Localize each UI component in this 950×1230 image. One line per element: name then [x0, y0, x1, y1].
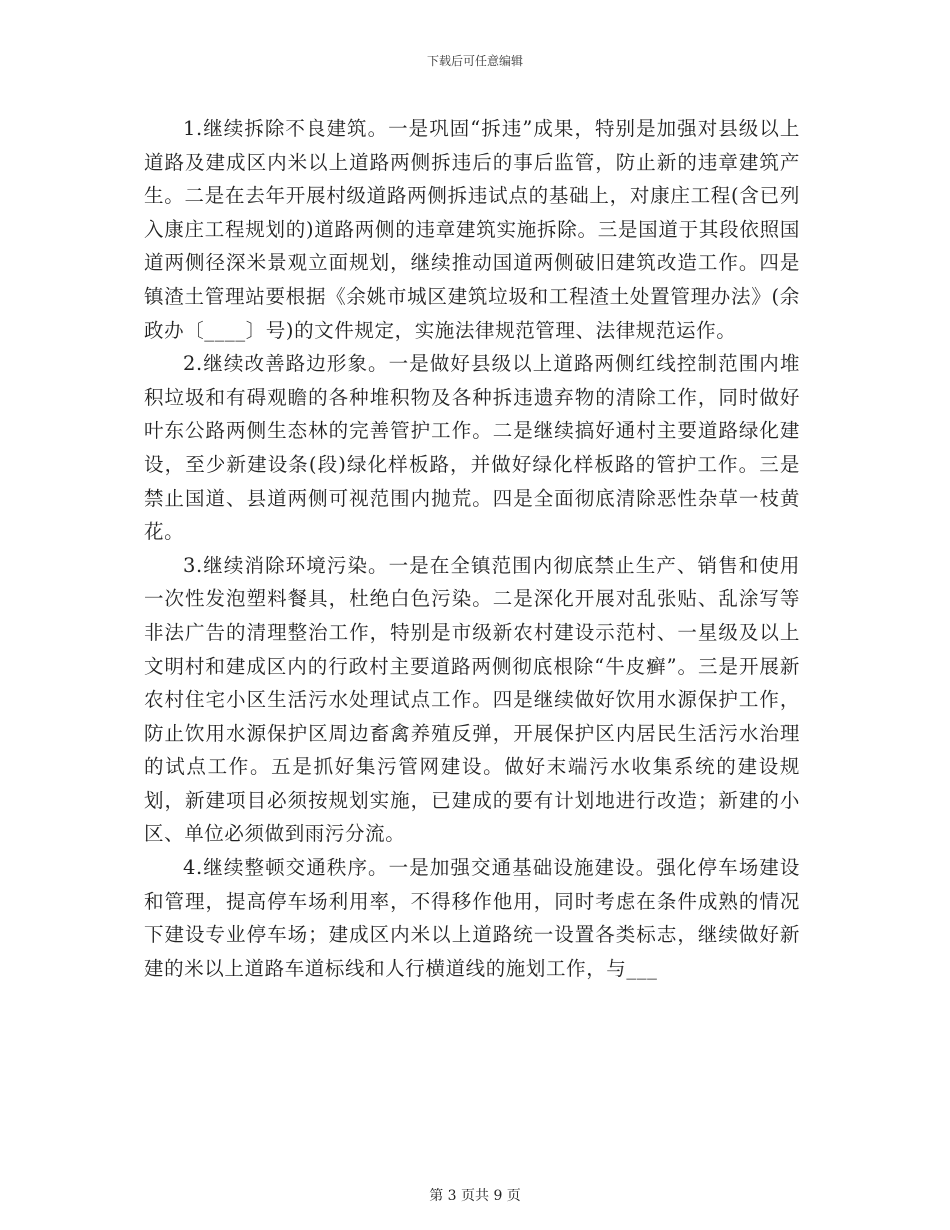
paragraph-3: 3.继续消除环境污染。一是在全镇范围内彻底禁止生产、销售和使用一次性发泡塑料餐具，杜绝白色污染。二是深化开展对乱张贴、乱涂写等非法广告的清理整治工作，特别是市级新农村建设示范村、一星级及以上文明村和建成区内的行政村主要道路两侧彻底根除“牛皮癣”。三是开展新农村住宅小区生活污水处理试点工作。四是继续做好饮用水源保护工作，防止饮用水源保护区周边畜禽养殖反弹，开展保护区内居民生活污水治理的试点工作。五是抓好集污管网建设。做好末端污水收集系统的建设规划，新建项目必须按规划实施，已建成的要有计划地进行改造；新建的小区、单位必须做到雨污分流。 — [144, 553, 800, 846]
page-footer: 第 3 页共 9 页 — [429, 1188, 521, 1204]
page-header: 下载后可任意编辑 — [426, 54, 523, 68]
document-body — [144, 112, 800, 985]
paragraph-4: 4.继续整顿交通秩序。一是加强交通基础设施建设。强化停车场建设和管理，提高停车场利用率，不得移作他用，同时考虑在条件成熟的情况下建设专业停车场；建成区内米以上道路统一设置各类标志，继续做好新建的米以上道路车道标线和人行横道线的施划工作，与___ — [144, 856, 800, 980]
paragraph-2: 2.继续改善路边形象。一是做好县级以上道路两侧红线控制范围内堆积垃圾和有碍观瞻的各种堆积物及各种拆违遗弃物的清除工作，同时做好叶东公路两侧生态林的完善管护工作。二是继续搞好通村主要道路绿化建设，至少新建设条(段)绿化样板路，并做好绿化样板路的管护工作。三是禁止国道、县道两侧可视范围内抛荒。四是全面彻底清除恶性杂草一枝黄花。 — [144, 352, 800, 544]
paragraph-1: 1.继续拆除不良建筑。一是巩固“拆违”成果，特别是加强对县级以上道路及建成区内米以上道路两侧拆违后的事后监管，防止新的违章建筑产生。二是在去年开展村级道路两侧拆违试点的基础上，对康庄工程(含已列入康庄工程规划的)道路两侧的违章建筑实施拆除。三是国道于其段依照国道两侧径深米景观立面规划，继续推动国道两侧破旧建筑改造工作。四是镇渣土管理站要根据《余姚市城区建筑垃圾和工程渣土处置管理办法》(余政办〔____〕号)的文件规定，实施法律规范管理、法律规范运作。 — [144, 117, 800, 342]
